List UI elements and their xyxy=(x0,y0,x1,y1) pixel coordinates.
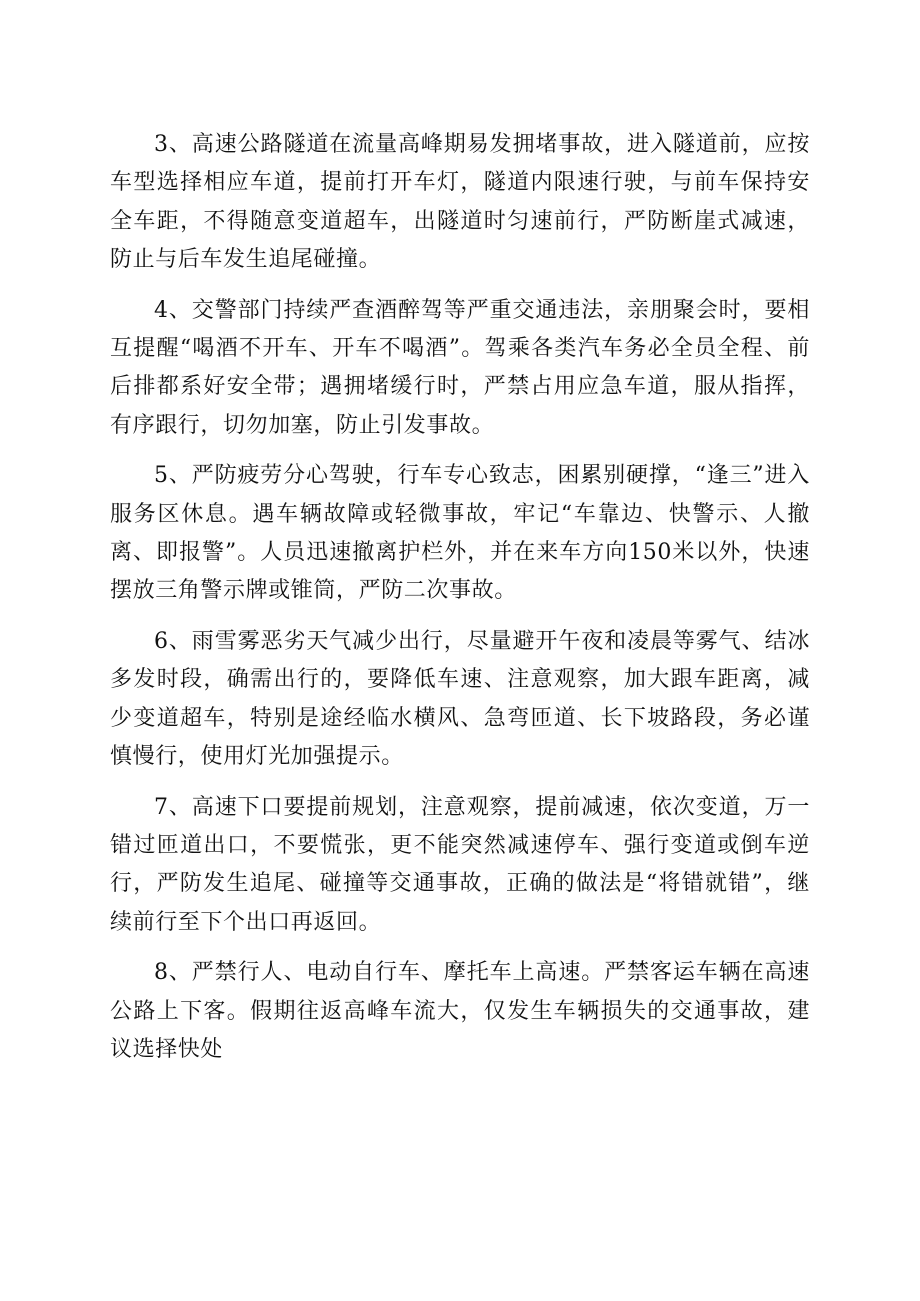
paragraph-item-6: 6、雨雪雾恶劣天气减少出行，尽量避开午夜和凌晨等雾气、结冰多发时段，确需出行的，要降低车速、注意观察，加大跟车距离，减少变道超车，特别是途经临水横风、急弯匝道、长下坡路段，务必谨慎慢行，使用灯光加强提示。 xyxy=(110,628,810,770)
paragraph-item-8: 8、严禁行人、电动自行车、摩托车上高速。严禁客运车辆在高速公路上下客。假期往返高峰车流大，仅发生车辆损失的交通事故，建议选择快处 xyxy=(110,960,810,1062)
paragraph-item-4: 4、交警部门持续严查酒醉驾等严重交通违法，亲朋聚会时，要相互提醒“喝酒不开车、开车不喝酒”。驾乘各类汽车务必全员全程、前后排都系好安全带；遇拥堵缓行时，严禁占用应急车道，服从指挥，有序跟行，切勿加塞，防止引发事故。 xyxy=(110,297,810,438)
paragraph-item-3: 3、高速公路隧道在流量高峰期易发拥堵事故，进入隧道前，应按车型选择相应车道，提前打开车灯，隧道内限速行驶，与前车保持安全车距，不得随意变道超车，出隧道时匀速前行，严防断崖式减速，防止与后车发生追尾碰撞。 xyxy=(110,132,810,273)
paragraph-item-5: 5、严防疲劳分心驾驶，行车专心致志，困累别硬撑，“逢三”进入服务区休息。遇车辆故障或轻微事故，牢记“车靠边、快警示、人撤离、即报警”。人员迅速撤离护栏外，并在来车方向150米以外，快速摆放三角警示牌或锥筒，严防二次事故。 xyxy=(110,463,810,604)
document-body xyxy=(110,126,810,1081)
paragraph-item-7: 7、高速下口要提前规划，注意观察，提前减速，依次变道，万一错过匝道出口，不要慌张，更不能突然减速停车、强行变道或倒车逆行，严防发生追尾、碰撞等交通事故，正确的做法是“将错就错”，继续前行至下个出口再返回。 xyxy=(110,794,810,935)
